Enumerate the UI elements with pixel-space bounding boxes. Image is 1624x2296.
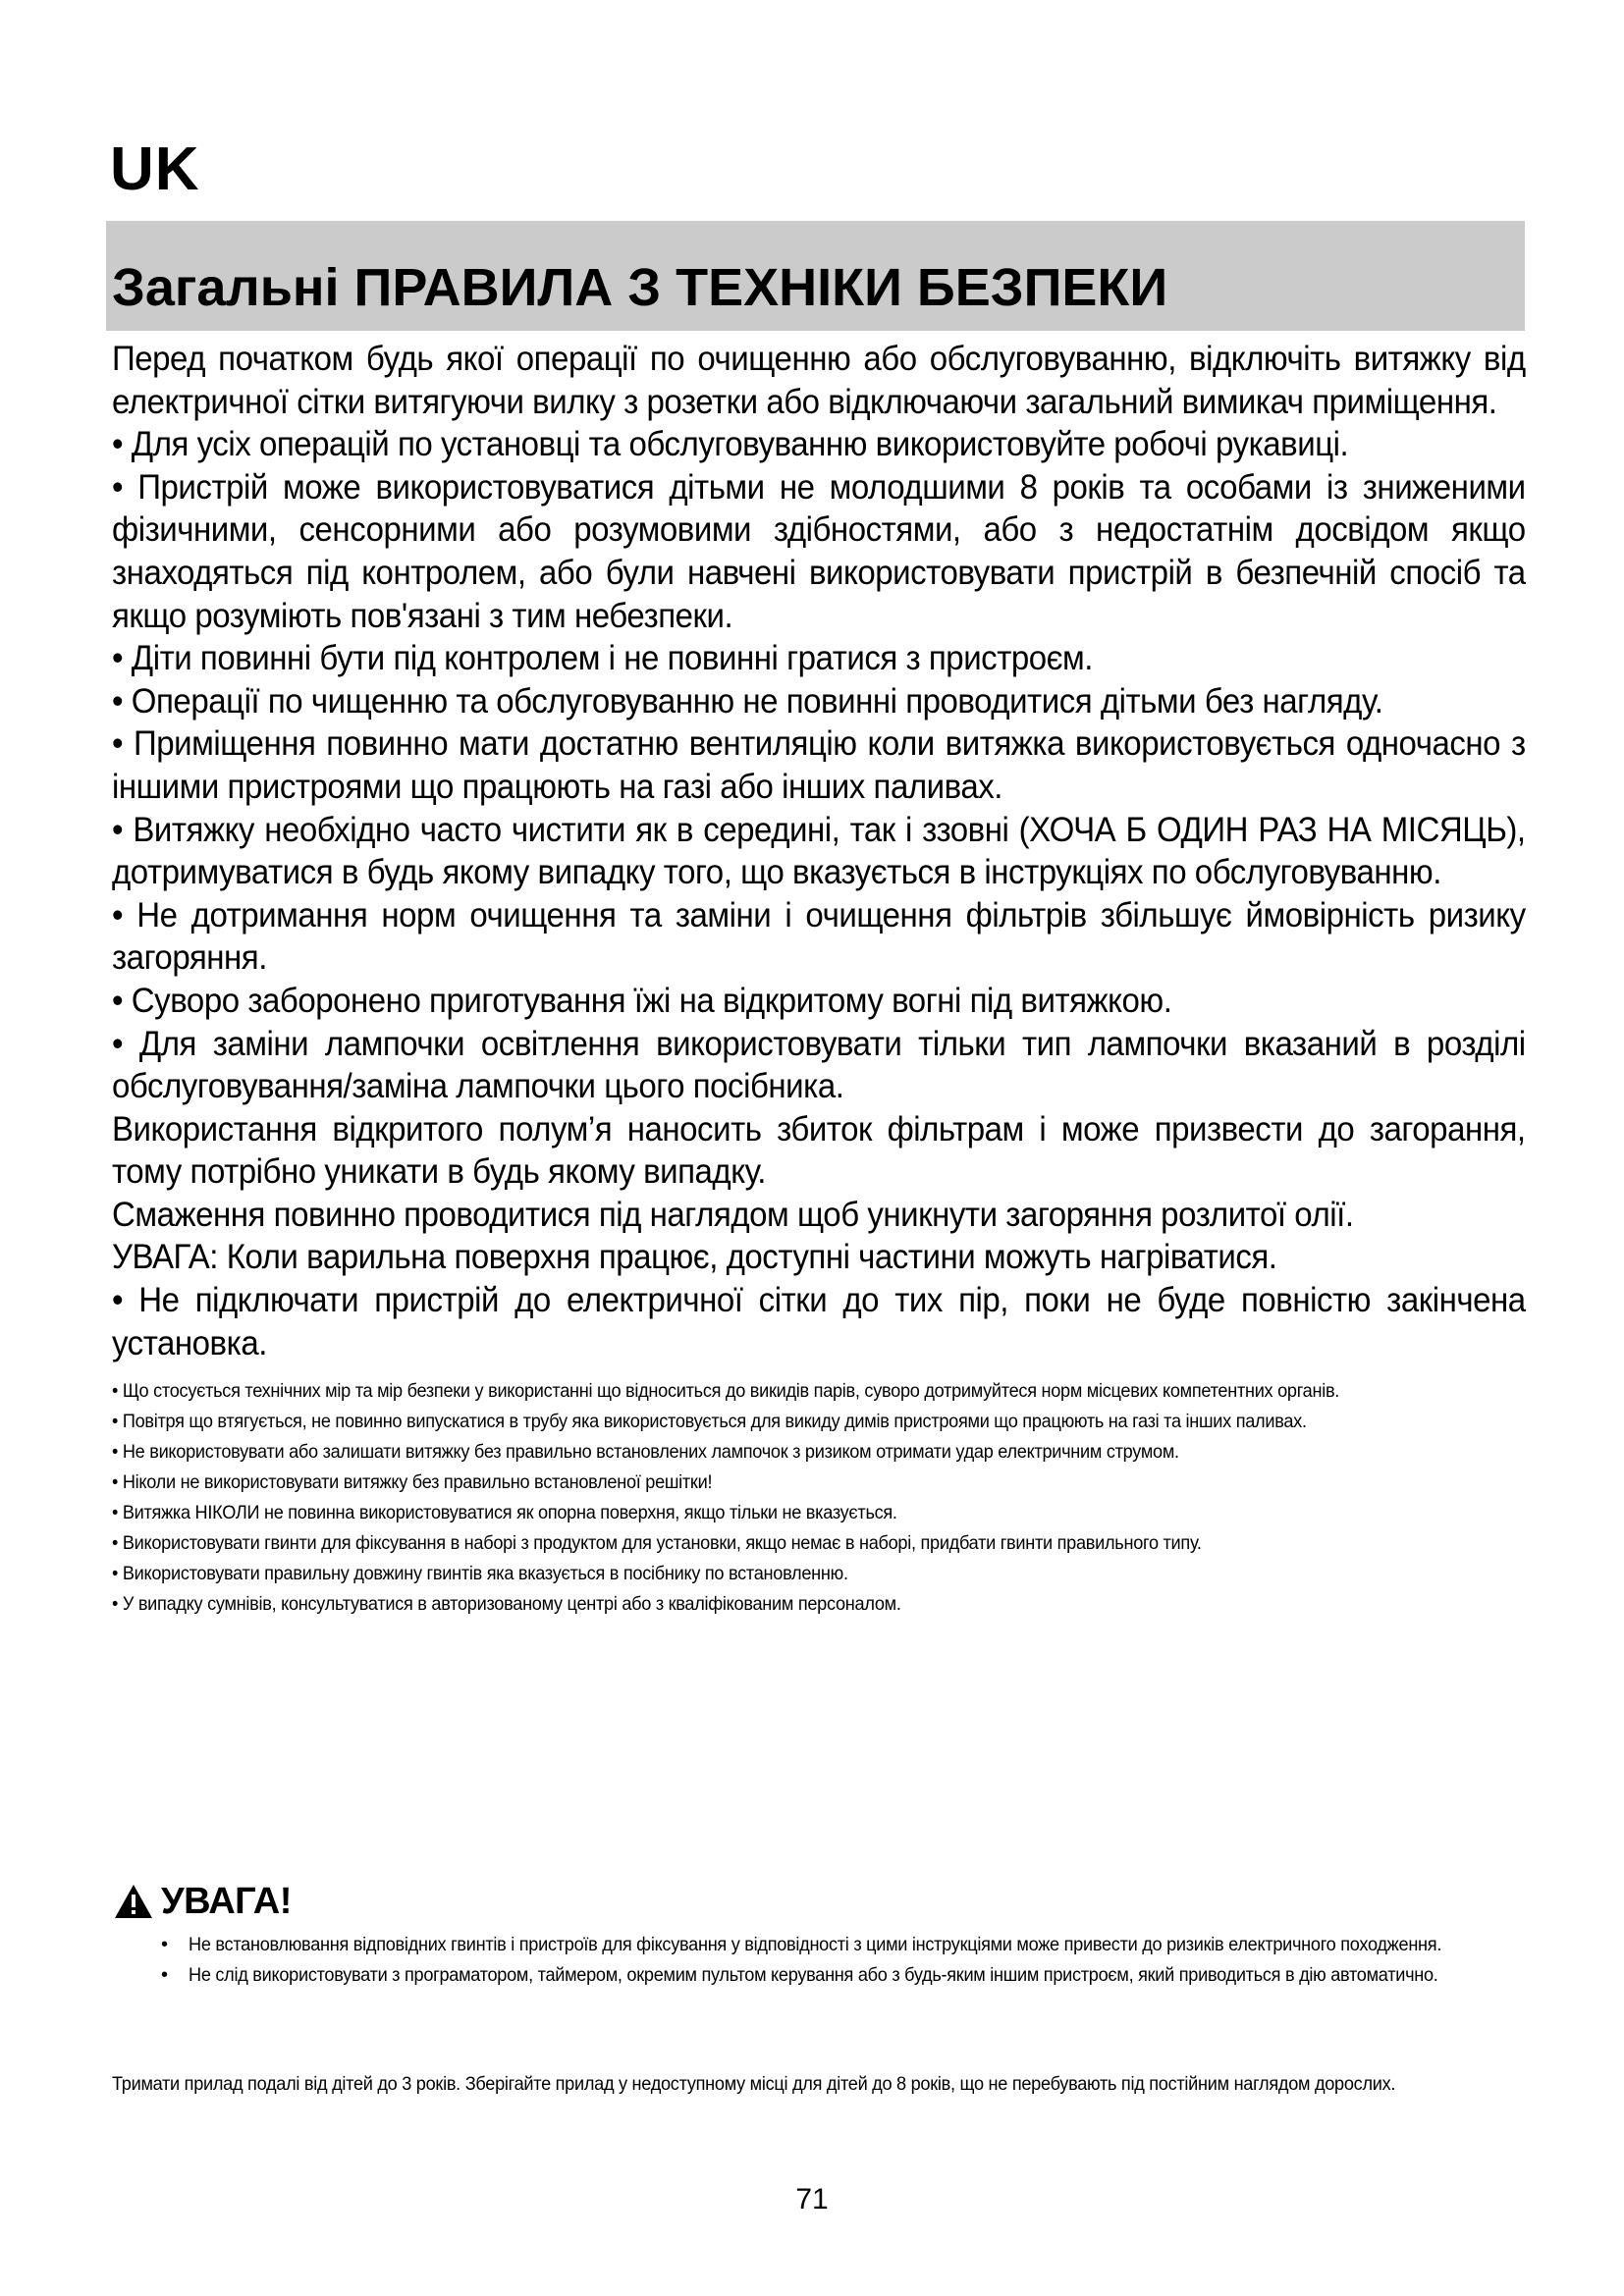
small-paragraph: • Використовувати гвинти для фіксування в наборі з продуктом для установки, якщо немає в наборі, придбати гвинти правильного типу. [112, 1532, 1202, 1555]
small-paragraph: • Не використовувати або залишати витяжку без правильно встановлених лампочок з ризиком отримати удар електричним струмом. [112, 1441, 1179, 1464]
warning-triangle-icon [114, 1884, 153, 1919]
paragraph: • Для заміни лампочки освітлення використовувати тільки тип лампочки вказаний в розділі обслуговування/заміна лампочки цього посібника. [112, 1023, 1526, 1106]
warning-list [159, 1930, 1524, 1991]
small-paragraph: • Повітря що втягується, не повинно випускатися в трубу яка використовується для викиду димів пристроями що працюють на газі та інших паливах. [112, 1411, 1307, 1433]
small-paragraph: • Використовувати правильну довжину гвинтів яка вказується в посібнику по встановленню. [112, 1563, 848, 1585]
paragraph: • Не дотримання норм очищення та заміни і очищення фільтрів збільшує ймовірність ризику загоряння. [112, 894, 1526, 978]
warning-item-text: Не слід використовувати з програматором, таймером, окремим пультом керування або з будь-яким іншим пристроєм, який приводиться в дію автоматично. [189, 1964, 1438, 1986]
paragraph: • Витяжку необхідно часто чистити як в середині, так і ззовні (ХОЧА Б ОДИН РАЗ НА МІСЯЦЬ), дотримуватися в будь якому випадку того, що вказується в інструкціях по обслуговуванню. [112, 809, 1526, 892]
list-item [159, 1960, 1524, 1991]
paragraph: • Суворо заборонено приготування їжі на відкритому вогні під витяжкою. [112, 980, 1172, 1020]
paragraph: • Пристрій може використовуватися дітьми не молодшими 8 років та особами із зниженими фізичними, сенсорними або розумовими здібностями, або з недостатнім досвідом якщо знаходяться під контролем, або були навчені використовувати пристрій в безпечній спосіб та якщо розуміють пов'язані з тим небезпеки. [112, 466, 1526, 635]
warning-note-text: Тримати прилад подалі від дітей до 3 років. Зберігайте прилад у недоступному місці для дітей до 8 років, що не перебувають під постійним наглядом дорослих. [112, 2073, 1396, 2095]
main-content [112, 338, 1526, 1620]
paragraph: • Не підключати пристрій до електричної сітки до тих пір, поки не буде повністю закінчена установка. [112, 1280, 1526, 1362]
paragraph: Перед початком будь якої операції по очищенню або обслуговуванню, відключіть витяжку від електричної сітки витягуючи вилку з розетки або відключаючи загальний вимикач приміщення. [112, 339, 1526, 421]
warning-item-text: Не встановлювання відповідних гвинтів і пристроїв для фіксування у відповідності з цими інструкціями може привести до ризиків електричного походження. [189, 1934, 1442, 1955]
paragraph: • Для усіх операцій по установці та обслуговуванню використовуйте робочі рукавиці. [112, 424, 1349, 464]
page-number: 71 [795, 2183, 829, 2216]
bullet: • [161, 1934, 169, 1955]
bullet: • [161, 1964, 169, 1986]
warning-heading [114, 1883, 292, 1920]
paragraph: Використання відкритого полум’я наносить збиток фільтрам і може призвести до загорання, тому потрібно уникати в будь якому випадку. [112, 1108, 1526, 1192]
safety-rules-small [112, 1376, 1526, 1620]
paragraph: Смаження повинно проводитися під наглядом щоб уникнути загоряння розлитої олії. [112, 1194, 1354, 1234]
small-paragraph: • Що стосується технічних мір та мір безпеки у використанні що відноситься до викидів парів, суворо дотримуйтеся норм місцевих компетентних органів. [112, 1380, 1340, 1403]
language-code: UK [110, 135, 200, 203]
warning-note [112, 2069, 1526, 2100]
small-paragraph: • У випадку сумнівів, консультуватися в авторизованому центрі або з кваліфікованим персоналом. [112, 1593, 901, 1616]
list-item [159, 1930, 1524, 1960]
warning-title: УВАГА! [161, 1881, 292, 1922]
paragraph: • Операції по чищенню та обслуговуванню не повинні проводитися дітьми без нагляду. [112, 680, 1383, 721]
safety-rules-large [112, 338, 1526, 1364]
small-paragraph: • Ніколи не використовувати витяжку без правильно встановленої решітки! [112, 1471, 713, 1494]
paragraph: УВАГА: Коли варильна поверхня працює, доступні частини можуть нагріватися. [112, 1237, 1277, 1277]
page-title: Загальні ПРАВИЛА З ТЕХНІКИ БЕЗПЕКИ [112, 258, 1168, 317]
paragraph: • Приміщення повинно мати достатню вентиляцію коли витяжка використовується одночасно з іншими пристроями що працюють на газі або інших паливах. [112, 723, 1526, 806]
paragraph: • Діти повинні бути під контролем і не повинні гратися з пристроєм. [112, 638, 1093, 678]
small-paragraph: • Витяжка НІКОЛИ не повинна використовуватися як опорна поверхня, якщо тільки не вказується. [112, 1502, 897, 1524]
